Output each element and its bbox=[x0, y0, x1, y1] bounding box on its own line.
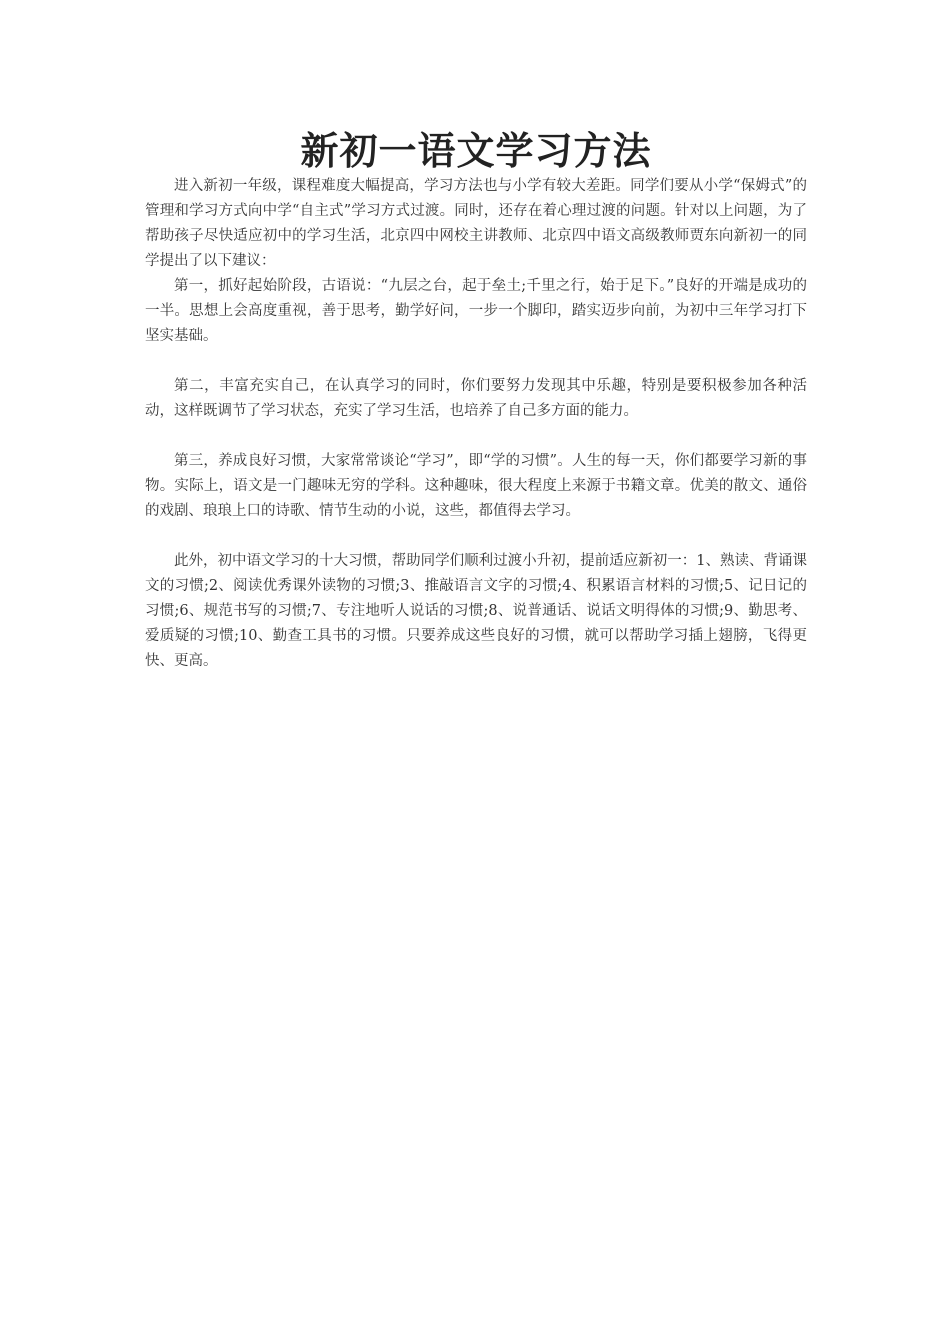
document-title: 新初一语文学习方法 bbox=[300, 128, 652, 173]
paragraph-spacer bbox=[145, 424, 807, 449]
paragraph-second-advice: 第二，丰富充实自己，在认真学习的同时，你们要努力发现其中乐趣，特别是要积极参加各种活动，这样既调节了学习状态，充实了学习生活，也培养了自己多方面的能力。 bbox=[145, 378, 807, 419]
paragraph-ten-habits: 此外，初中语文学习的十大习惯，帮助同学们顺利过渡小升初，提前适应新初一：1、熟读、背诵课文的习惯;2、阅读优秀课外读物的习惯;3、推敲语言文字的习惯;4、积累语言材料的习惯;5、记日记的习惯;6、规范书写的习惯;7、专注地听人说话的习惯;8、说普通话、说话文明得体的习惯;9、勤思考、爱质疑的习惯;10、勤查工具书的习惯。只要养成这些良好的习惯，就可以帮助学习插上翅膀，飞得更快、更高。 bbox=[145, 553, 807, 669]
paragraph-spacer bbox=[145, 349, 807, 374]
paragraph-intro: 进入新初一年级，课程难度大幅提高，学习方法也与小学有较大差距。同学们要从小学“保姆式”的管理和学习方式向中学“自主式”学习方式过渡。同时，还存在着心理过渡的问题。针对以上问题，为了帮助孩子尽快适应初中的学习生活，北京四中网校主讲教师、北京四中语文高级教师贾东向新初一的同学提出了以下建议： bbox=[145, 178, 807, 269]
paragraph-spacer bbox=[145, 524, 807, 549]
paragraph-third-advice: 第三，养成良好习惯，大家常常谈论“学习”，即“学的习惯”。人生的每一天，你们都要学习新的事物。实际上，语文是一门趣味无穷的学科。这种趣味，很大程度上来源于书籍文章。优美的散文、通俗的戏剧、琅琅上口的诗歌、情节生动的小说，这些，都值得去学习。 bbox=[145, 453, 807, 519]
document-body bbox=[145, 128, 807, 674]
paragraph-first-advice: 第一，抓好起始阶段，古语说：“九层之台，起于垒土;千里之行，始于足下。”良好的开端是成功的一半。思想上会高度重视，善于思考，勤学好问，一步一个脚印，踏实迈步向前，为初中三年学习打下坚实基础。 bbox=[145, 278, 807, 344]
